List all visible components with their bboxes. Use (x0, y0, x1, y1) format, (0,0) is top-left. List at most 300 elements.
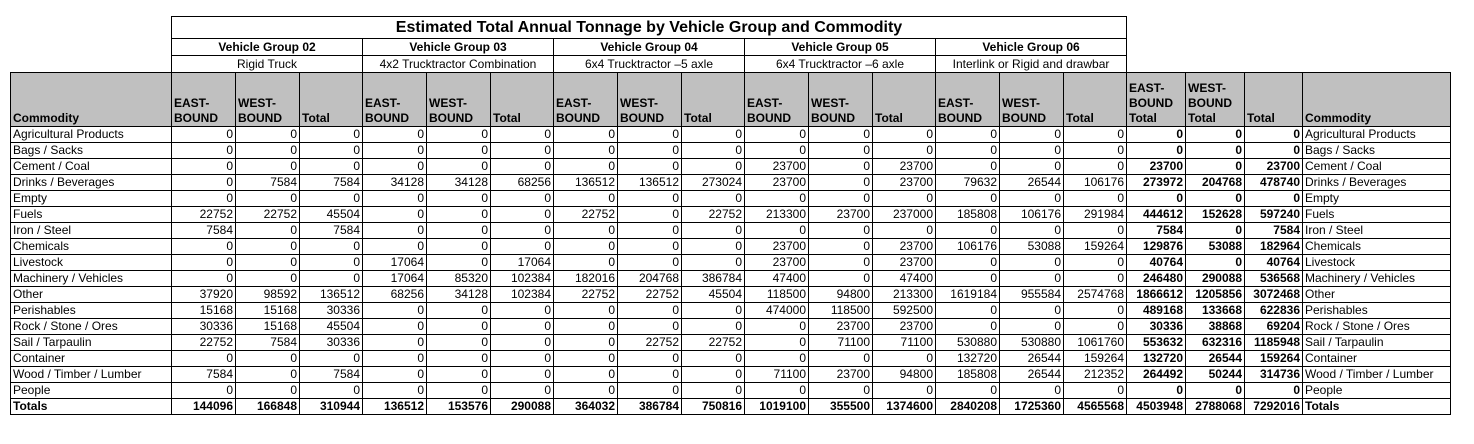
value-cell: 0 (873, 223, 936, 239)
table-row (11, 319, 1451, 335)
value-cell: 1185948 (1245, 335, 1303, 351)
value-cell: 0 (554, 239, 618, 255)
totals-value-cell: 310944 (300, 399, 363, 415)
value-cell: 0 (491, 127, 554, 143)
value-cell: 0 (682, 239, 745, 255)
value-cell: 2574768 (1064, 287, 1127, 303)
blank-cell (1127, 39, 1451, 56)
value-cell: 0 (554, 255, 618, 271)
value-cell: 22752 (554, 207, 618, 223)
blank-cell (11, 56, 172, 73)
vehicle-group-description: Rigid Truck (172, 56, 363, 73)
value-cell: 0 (1000, 303, 1064, 319)
value-cell: 0 (491, 223, 554, 239)
value-cell: 94800 (873, 367, 936, 383)
value-cell: 68256 (363, 287, 427, 303)
value-cell: 0 (427, 303, 491, 319)
table-row (11, 175, 1451, 191)
commodity-name-right: Perishables (1303, 303, 1451, 319)
value-cell: 0 (1000, 271, 1064, 287)
commodity-name-right: Wood / Timber / Lumber (1303, 367, 1451, 383)
table-row (11, 335, 1451, 351)
commodity-name: Empty (11, 191, 172, 207)
value-cell: 0 (809, 159, 873, 175)
value-cell: 0 (236, 239, 300, 255)
value-cell: 0 (236, 127, 300, 143)
value-cell: 0 (936, 127, 1000, 143)
value-cell: 30336 (300, 303, 363, 319)
value-cell: 23700 (873, 159, 936, 175)
table-row (11, 223, 1451, 239)
value-cell: 0 (618, 351, 682, 367)
value-cell: 26544 (1186, 351, 1245, 367)
value-cell: 0 (745, 383, 809, 399)
vehicle-group-name: Vehicle Group 05 (745, 39, 936, 56)
value-cell: 444612 (1127, 207, 1186, 223)
value-cell: 0 (618, 223, 682, 239)
value-cell: 0 (172, 255, 236, 271)
value-cell: 40764 (1245, 255, 1303, 271)
value-cell: 1061760 (1064, 335, 1127, 351)
value-cell: 0 (1186, 383, 1245, 399)
value-cell: 3072468 (1245, 287, 1303, 303)
value-cell: 22752 (554, 287, 618, 303)
commodity-name-right: Other (1303, 287, 1451, 303)
value-cell: 0 (427, 367, 491, 383)
value-cell: 0 (300, 383, 363, 399)
totals-value-cell: 144096 (172, 399, 236, 415)
vehicle-group-name: Vehicle Group 03 (363, 39, 554, 56)
value-cell: 622836 (1245, 303, 1303, 319)
value-cell: 632316 (1186, 335, 1245, 351)
value-cell: 0 (1000, 127, 1064, 143)
value-cell: 23700 (873, 319, 936, 335)
value-cell: 291984 (1064, 207, 1127, 223)
value-cell: 0 (427, 207, 491, 223)
value-cell: 0 (1064, 223, 1127, 239)
value-cell: 0 (618, 367, 682, 383)
value-cell: 0 (300, 191, 363, 207)
value-cell: 0 (363, 127, 427, 143)
value-cell: 0 (554, 143, 618, 159)
value-cell: 1619184 (936, 287, 1000, 303)
value-cell: 536568 (1245, 271, 1303, 287)
value-cell: 0 (300, 351, 363, 367)
value-cell: 0 (427, 191, 491, 207)
value-cell: 0 (1064, 159, 1127, 175)
value-cell: 597240 (1245, 207, 1303, 223)
value-cell: 0 (172, 159, 236, 175)
totals-value-cell: 1374600 (873, 399, 936, 415)
value-cell: 204768 (1186, 175, 1245, 191)
commodity-name: Chemicals (11, 239, 172, 255)
value-cell: 22752 (236, 207, 300, 223)
value-cell: 0 (236, 271, 300, 287)
commodity-name-right: Machinery / Vehicles (1303, 271, 1451, 287)
value-cell: 7584 (172, 223, 236, 239)
value-cell: 0 (936, 383, 1000, 399)
value-cell: 38868 (1186, 319, 1245, 335)
value-cell: 69204 (1245, 319, 1303, 335)
value-cell: 0 (172, 383, 236, 399)
value-cell: 0 (682, 127, 745, 143)
value-cell: 0 (682, 383, 745, 399)
value-cell: 23700 (873, 255, 936, 271)
commodity-name: Sail / Tarpaulin (11, 335, 172, 351)
value-cell: 94800 (809, 287, 873, 303)
value-cell: 0 (172, 239, 236, 255)
value-cell: 17064 (491, 255, 554, 271)
value-cell: 159264 (1245, 351, 1303, 367)
value-cell: 0 (1064, 191, 1127, 207)
value-cell: 0 (427, 159, 491, 175)
header-eastbound: EAST-BOUND (554, 73, 618, 127)
value-cell: 22752 (618, 335, 682, 351)
value-cell: 23700 (1245, 159, 1303, 175)
value-cell: 22752 (682, 207, 745, 223)
vehicle-group-description: 6x4 Trucktractor –5 axle (554, 56, 745, 73)
value-cell: 7584 (236, 175, 300, 191)
commodity-name: Bags / Sacks (11, 143, 172, 159)
value-cell: 0 (1064, 383, 1127, 399)
value-cell: 213300 (745, 207, 809, 223)
value-cell: 0 (236, 367, 300, 383)
value-cell: 0 (363, 191, 427, 207)
value-cell: 0 (363, 223, 427, 239)
value-cell: 0 (809, 191, 873, 207)
value-cell: 0 (1000, 223, 1064, 239)
header-total: Total (873, 73, 936, 127)
commodity-name-right: Chemicals (1303, 239, 1451, 255)
value-cell: 0 (618, 239, 682, 255)
value-cell: 53088 (1000, 239, 1064, 255)
totals-value-cell: 386784 (618, 399, 682, 415)
value-cell: 0 (1064, 255, 1127, 271)
value-cell: 0 (936, 319, 1000, 335)
commodity-name: Machinery / Vehicles (11, 271, 172, 287)
value-cell: 0 (491, 351, 554, 367)
header-total: Total (300, 73, 363, 127)
value-cell: 37920 (172, 287, 236, 303)
value-cell: 0 (300, 159, 363, 175)
value-cell: 15168 (172, 303, 236, 319)
value-cell: 132720 (936, 351, 1000, 367)
value-cell: 0 (363, 351, 427, 367)
value-cell: 7584 (236, 335, 300, 351)
value-cell: 185808 (936, 207, 1000, 223)
value-cell: 0 (554, 191, 618, 207)
value-cell: 0 (682, 367, 745, 383)
value-cell: 0 (936, 191, 1000, 207)
value-cell: 0 (809, 383, 873, 399)
value-cell: 0 (236, 255, 300, 271)
header-eastbound: EAST-BOUND (745, 73, 809, 127)
value-cell: 0 (1000, 143, 1064, 159)
value-cell: 0 (427, 143, 491, 159)
value-cell: 26544 (1000, 175, 1064, 191)
value-cell: 386784 (682, 271, 745, 287)
value-cell: 23700 (809, 367, 873, 383)
table-row (11, 191, 1451, 207)
value-cell: 0 (491, 143, 554, 159)
value-cell: 0 (1245, 127, 1303, 143)
value-cell: 0 (682, 143, 745, 159)
value-cell: 0 (1127, 383, 1186, 399)
value-cell: 0 (936, 159, 1000, 175)
commodity-name: Iron / Steel (11, 223, 172, 239)
header-commodity: Commodity (11, 73, 172, 127)
value-cell: 0 (745, 223, 809, 239)
value-cell: 0 (172, 191, 236, 207)
value-cell: 7584 (300, 367, 363, 383)
value-cell: 0 (363, 239, 427, 255)
value-cell: 0 (809, 175, 873, 191)
value-cell: 204768 (618, 271, 682, 287)
value-cell: 133668 (1186, 303, 1245, 319)
value-cell: 0 (1245, 191, 1303, 207)
value-cell: 0 (1186, 143, 1245, 159)
totals-label-right: Totals (1303, 399, 1451, 415)
value-cell: 0 (363, 143, 427, 159)
value-cell: 0 (236, 143, 300, 159)
value-cell: 106176 (1064, 175, 1127, 191)
value-cell: 22752 (618, 287, 682, 303)
totals-value-cell: 1019100 (745, 399, 809, 415)
value-cell: 0 (491, 191, 554, 207)
value-cell: 71100 (809, 335, 873, 351)
value-cell: 0 (873, 191, 936, 207)
value-cell: 0 (363, 367, 427, 383)
value-cell: 0 (873, 143, 936, 159)
value-cell: 0 (873, 351, 936, 367)
value-cell: 23700 (745, 255, 809, 271)
commodity-name: Perishables (11, 303, 172, 319)
value-cell: 106176 (1000, 207, 1064, 223)
value-cell: 106176 (936, 239, 1000, 255)
value-cell: 0 (745, 127, 809, 143)
value-cell: 0 (427, 319, 491, 335)
value-cell: 34128 (427, 287, 491, 303)
value-cell: 102384 (491, 271, 554, 287)
value-cell: 0 (1186, 191, 1245, 207)
value-cell: 0 (1186, 159, 1245, 175)
value-cell: 0 (618, 143, 682, 159)
commodity-name-right: Empty (1303, 191, 1451, 207)
value-cell: 15168 (236, 303, 300, 319)
blank-cell (11, 39, 172, 56)
value-cell: 0 (682, 255, 745, 271)
totals-value-cell: 4503948 (1127, 399, 1186, 415)
value-cell: 0 (1000, 255, 1064, 271)
value-cell: 159264 (1064, 351, 1127, 367)
commodity-name: Rock / Stone / Ores (11, 319, 172, 335)
value-cell: 182016 (554, 271, 618, 287)
value-cell: 136512 (618, 175, 682, 191)
value-cell: 23700 (745, 239, 809, 255)
value-cell: 0 (363, 303, 427, 319)
value-cell: 0 (1000, 319, 1064, 335)
value-cell: 132720 (1127, 351, 1186, 367)
value-cell: 0 (172, 351, 236, 367)
value-cell: 0 (936, 303, 1000, 319)
table-row (11, 159, 1451, 175)
value-cell: 0 (427, 255, 491, 271)
value-cell: 129876 (1127, 239, 1186, 255)
commodity-name-right: Iron / Steel (1303, 223, 1451, 239)
value-cell: 17064 (363, 271, 427, 287)
value-cell: 22752 (682, 335, 745, 351)
totals-value-cell: 355500 (809, 399, 873, 415)
value-cell: 15168 (236, 319, 300, 335)
value-cell: 0 (554, 335, 618, 351)
value-cell: 530880 (936, 335, 1000, 351)
header-total: Total (1064, 73, 1127, 127)
value-cell: 23700 (1127, 159, 1186, 175)
table-row (11, 367, 1451, 383)
totals-value-cell: 2788068 (1186, 399, 1245, 415)
header-grand-total: Total (1245, 73, 1303, 127)
value-cell: 68256 (491, 175, 554, 191)
commodity-name: Fuels (11, 207, 172, 223)
value-cell: 0 (1064, 303, 1127, 319)
table-row (11, 127, 1451, 143)
value-cell: 0 (682, 223, 745, 239)
value-cell: 489168 (1127, 303, 1186, 319)
value-cell: 17064 (363, 255, 427, 271)
value-cell: 0 (936, 143, 1000, 159)
value-cell: 23700 (809, 207, 873, 223)
vehicle-group-description: 4x2 Trucktractor Combination (363, 56, 554, 73)
value-cell: 85320 (427, 271, 491, 287)
commodity-name: Other (11, 287, 172, 303)
value-cell: 7584 (1127, 223, 1186, 239)
value-cell: 553632 (1127, 335, 1186, 351)
table-row (11, 239, 1451, 255)
value-cell: 30336 (1127, 319, 1186, 335)
header-eastbound: EAST-BOUND (363, 73, 427, 127)
value-cell: 1866612 (1127, 287, 1186, 303)
value-cell: 185808 (936, 367, 1000, 383)
value-cell: 26544 (1000, 367, 1064, 383)
value-cell: 212352 (1064, 367, 1127, 383)
value-cell: 530880 (1000, 335, 1064, 351)
value-cell: 592500 (873, 303, 936, 319)
value-cell: 0 (682, 191, 745, 207)
totals-value-cell: 750816 (682, 399, 745, 415)
commodity-name: Container (11, 351, 172, 367)
value-cell: 0 (682, 351, 745, 367)
value-cell: 0 (745, 143, 809, 159)
value-cell: 474000 (745, 303, 809, 319)
value-cell: 0 (236, 383, 300, 399)
value-cell: 0 (618, 159, 682, 175)
commodity-name: Livestock (11, 255, 172, 271)
header-westbound: WEST-BOUND (427, 73, 491, 127)
value-cell: 23700 (873, 175, 936, 191)
value-cell: 0 (936, 271, 1000, 287)
header-total: Total (682, 73, 745, 127)
commodity-name-right: Bags / Sacks (1303, 143, 1451, 159)
header-eastbound: EAST-BOUND (172, 73, 236, 127)
value-cell: 45504 (300, 319, 363, 335)
value-cell: 0 (300, 239, 363, 255)
value-cell: 0 (554, 303, 618, 319)
value-cell: 40764 (1127, 255, 1186, 271)
blank-cell (1127, 56, 1451, 73)
value-cell: 273972 (1127, 175, 1186, 191)
value-cell: 0 (554, 367, 618, 383)
value-cell: 0 (427, 335, 491, 351)
value-cell: 0 (809, 127, 873, 143)
value-cell: 0 (236, 351, 300, 367)
value-cell: 45504 (682, 287, 745, 303)
value-cell: 34128 (427, 175, 491, 191)
totals-value-cell: 1725360 (1000, 399, 1064, 415)
vehicle-group-name: Vehicle Group 06 (936, 39, 1127, 56)
value-cell: 0 (363, 335, 427, 351)
header-westbound: WEST-BOUND (618, 73, 682, 127)
value-cell: 23700 (745, 175, 809, 191)
value-cell: 0 (172, 143, 236, 159)
value-cell: 0 (1127, 143, 1186, 159)
value-cell: 136512 (554, 175, 618, 191)
value-cell: 0 (554, 223, 618, 239)
value-cell: 0 (491, 367, 554, 383)
vehicle-group-description: 6x4 Trucktractor –6 axle (745, 56, 936, 73)
table-row (11, 383, 1451, 399)
table-row (11, 271, 1451, 287)
value-cell: 0 (1186, 127, 1245, 143)
value-cell: 0 (172, 127, 236, 143)
value-cell: 71100 (873, 335, 936, 351)
value-cell: 290088 (1186, 271, 1245, 287)
value-cell: 0 (745, 351, 809, 367)
value-cell: 22752 (172, 207, 236, 223)
vehicle-group-description: Interlink or Rigid and drawbar (936, 56, 1127, 73)
value-cell: 0 (1064, 127, 1127, 143)
value-cell: 0 (491, 159, 554, 175)
value-cell: 0 (618, 303, 682, 319)
value-cell: 0 (427, 127, 491, 143)
commodity-name-right: Agricultural Products (1303, 127, 1451, 143)
value-cell: 0 (1186, 255, 1245, 271)
value-cell: 0 (1064, 319, 1127, 335)
header-total: Total (491, 73, 554, 127)
totals-value-cell: 166848 (236, 399, 300, 415)
value-cell: 182964 (1245, 239, 1303, 255)
table-title: Estimated Total Annual Tonnage by Vehicle Group and Commodity (172, 17, 1127, 39)
value-cell: 0 (363, 207, 427, 223)
table-row (11, 351, 1451, 367)
value-cell: 0 (363, 319, 427, 335)
value-cell: 26544 (1000, 351, 1064, 367)
value-cell: 0 (236, 159, 300, 175)
value-cell: 0 (618, 127, 682, 143)
value-cell: 136512 (300, 287, 363, 303)
value-cell: 246480 (1127, 271, 1186, 287)
commodity-name: Agricultural Products (11, 127, 172, 143)
header-eastbound-total: EAST-BOUND Total (1127, 73, 1186, 127)
value-cell: 0 (873, 127, 936, 143)
commodity-name: Drinks / Beverages (11, 175, 172, 191)
totals-row (11, 399, 1451, 415)
value-cell: 0 (300, 255, 363, 271)
value-cell: 152628 (1186, 207, 1245, 223)
value-cell: 0 (427, 239, 491, 255)
value-cell: 0 (427, 383, 491, 399)
value-cell: 0 (809, 255, 873, 271)
value-cell: 0 (1127, 191, 1186, 207)
